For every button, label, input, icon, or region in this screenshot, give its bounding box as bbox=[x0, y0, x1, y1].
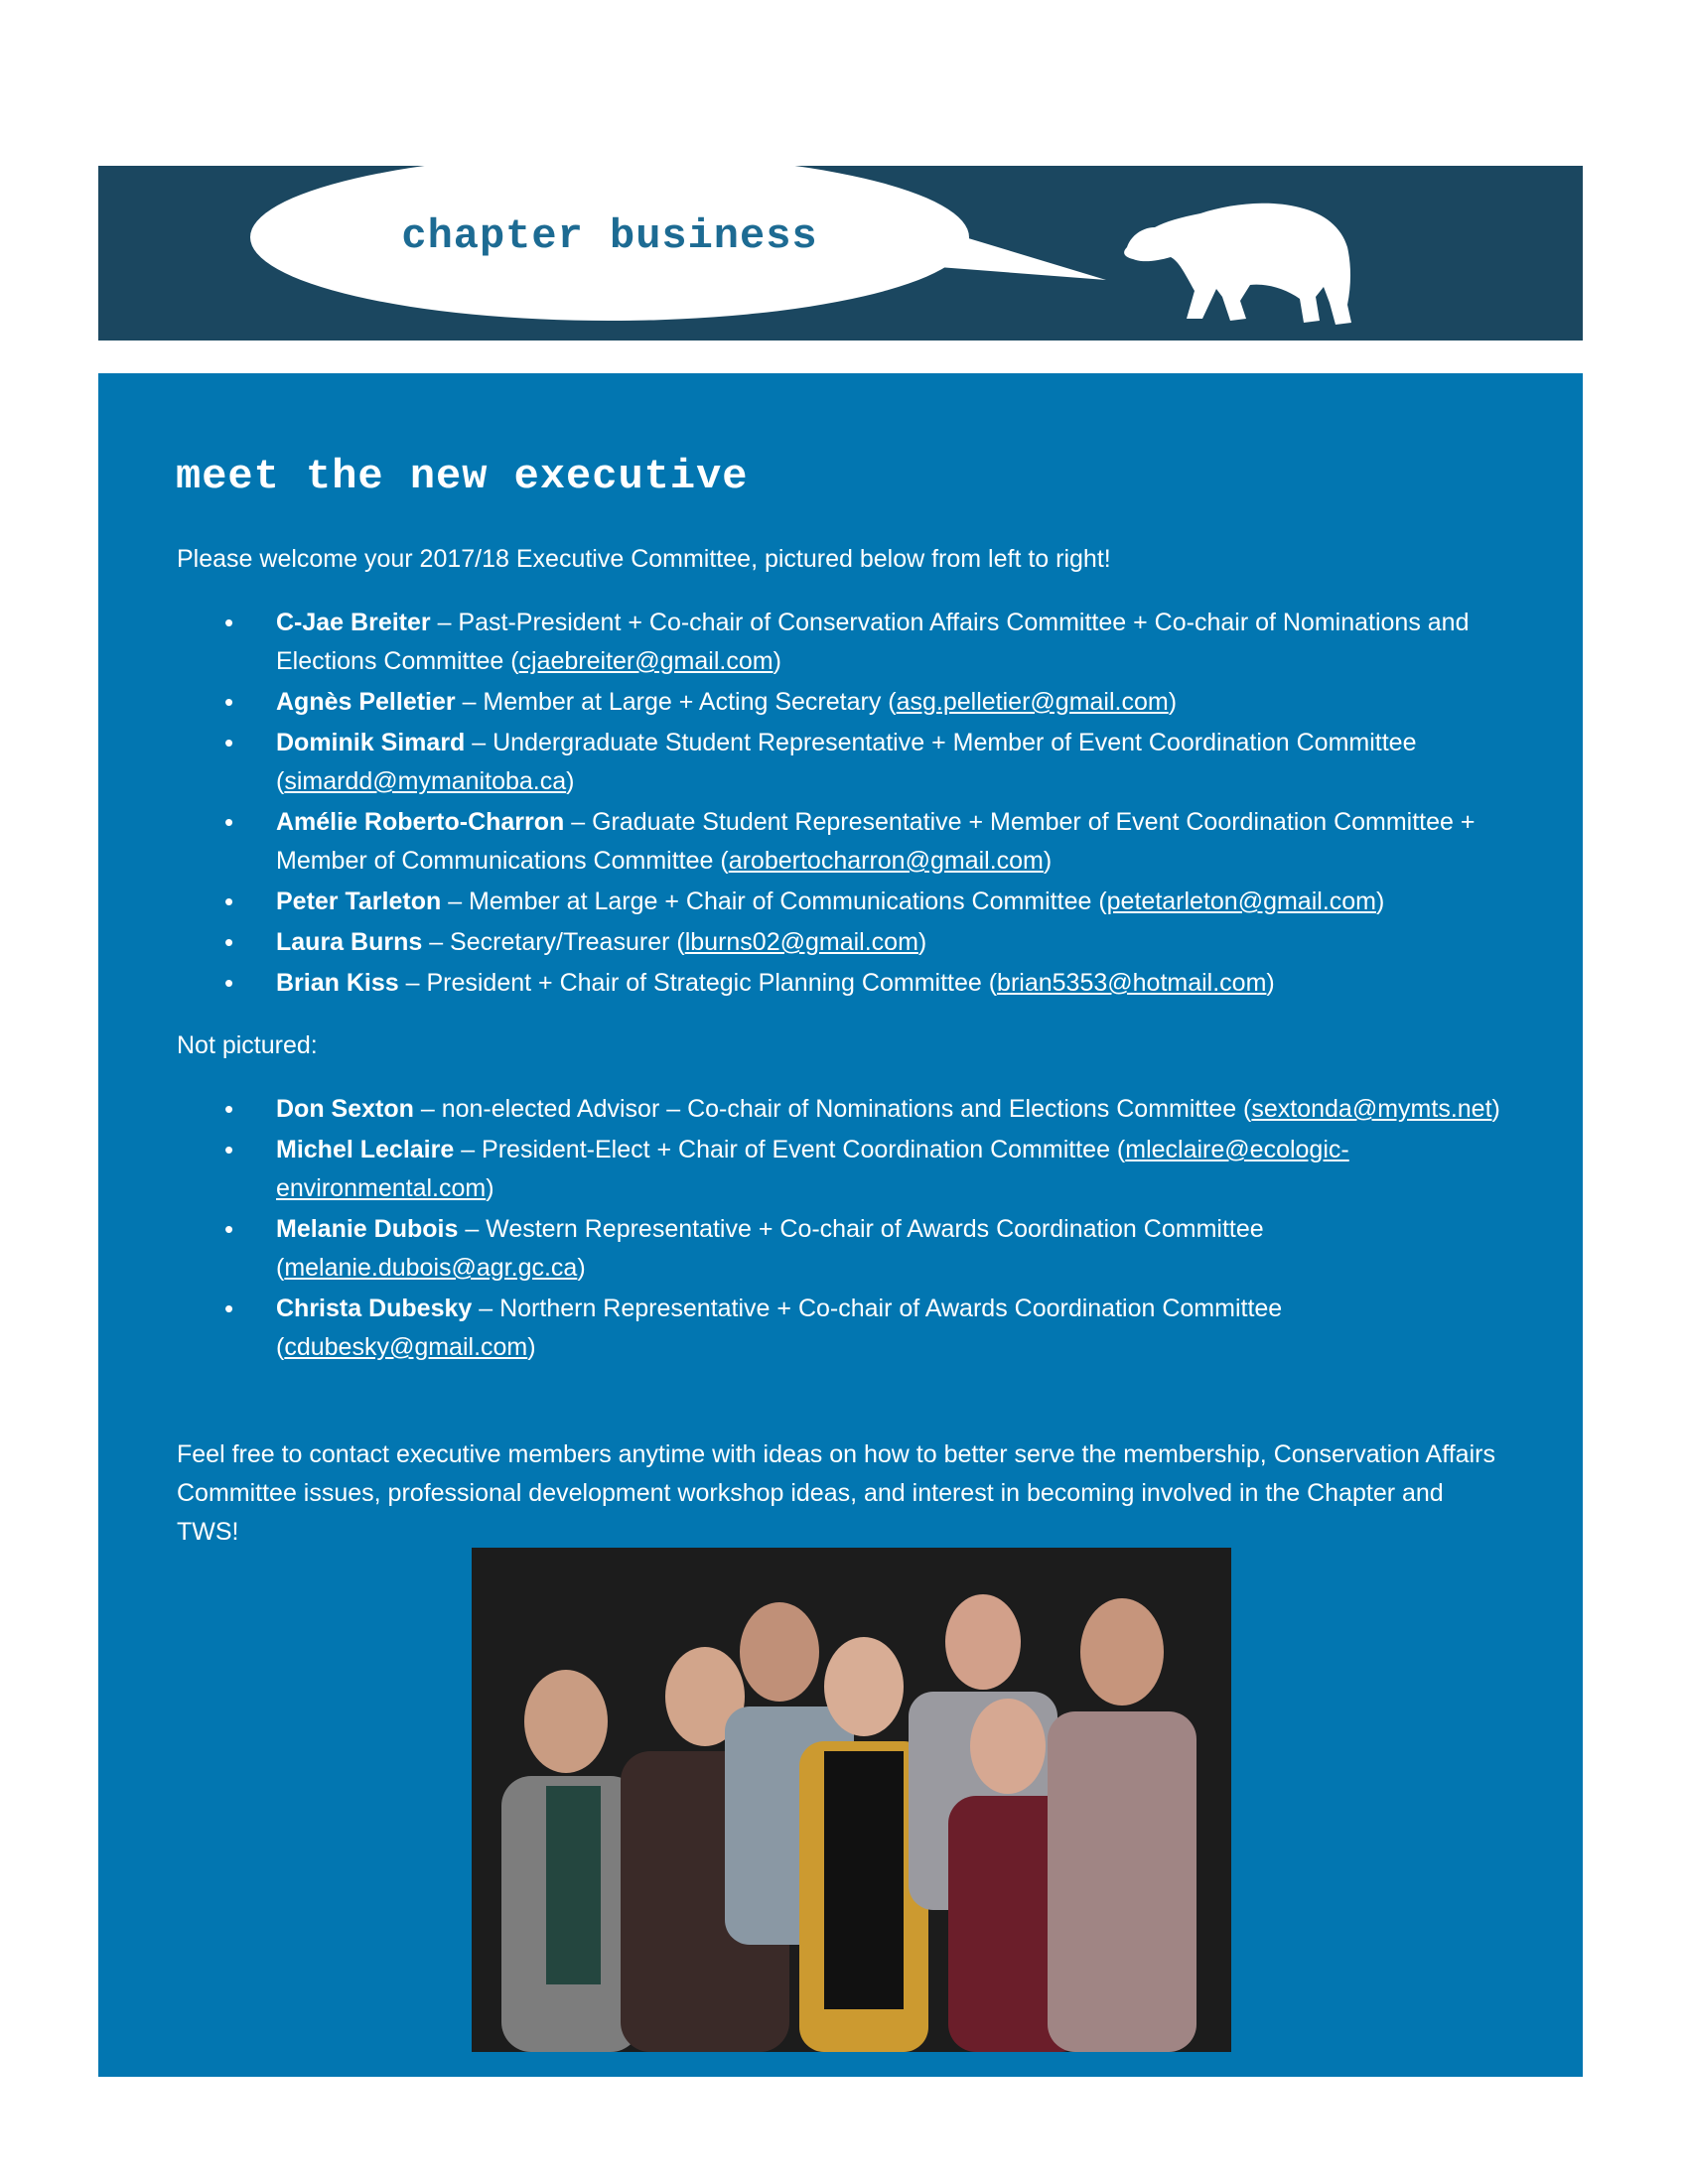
close-paren: ) bbox=[1376, 887, 1385, 915]
member-name: Don Sexton bbox=[276, 1095, 414, 1123]
executive-list-item bbox=[177, 964, 1517, 1003]
member-role: – Western Representative + Co-chair of Awards Coordination Committee ( bbox=[276, 1215, 1264, 1282]
not-pictured-label: Not pictured: bbox=[177, 1031, 318, 1059]
member-role: – Past-President + Co-chair of Conservation Affairs Committee + Co-chair of Nominations and Elections Committee ( bbox=[276, 609, 1470, 675]
member-role: – President + Chair of Strategic Planning Committee ( bbox=[398, 969, 998, 997]
member-name: Agnès Pelletier bbox=[276, 688, 456, 716]
bullet-icon: • bbox=[224, 1294, 234, 1323]
member-email-link[interactable]: brian5353@hotmail.com bbox=[997, 969, 1267, 997]
member-name: Dominik Simard bbox=[276, 729, 466, 756]
bullet-icon: • bbox=[224, 1135, 234, 1164]
member-email-link[interactable]: petetarleton@gmail.com bbox=[1106, 887, 1376, 915]
bullet-icon: • bbox=[224, 687, 234, 717]
intro-text: Please welcome your 2017/18 Executive Committee, pictured below from left to right! bbox=[177, 545, 1111, 573]
bullet-icon: • bbox=[224, 728, 234, 757]
member-email-link[interactable]: cdubesky@gmail.com bbox=[284, 1333, 528, 1361]
member-role: – Member at Large + Acting Secretary ( bbox=[455, 688, 897, 716]
closing-text: Feel free to contact executive members anytime with ideas on how to better serve the membership, Conservation Affairs Committee issues, professional development workshop ideas, and interest in becoming involved in the Chapter and TWS! bbox=[177, 1440, 1495, 1546]
executive-list-item bbox=[177, 724, 1517, 801]
executive-list-item bbox=[177, 1210, 1517, 1288]
header-title: chapter business bbox=[401, 212, 818, 260]
executive-list-item bbox=[177, 923, 1517, 962]
close-paren: ) bbox=[527, 1333, 536, 1361]
member-email-link[interactable]: arobertocharron@gmail.com bbox=[728, 847, 1044, 875]
pictured-executive-list bbox=[177, 604, 1517, 1005]
close-paren: ) bbox=[1491, 1095, 1500, 1123]
close-paren: ) bbox=[566, 767, 575, 795]
member-name: Michel Leclaire bbox=[276, 1136, 455, 1163]
bullet-icon: • bbox=[224, 608, 234, 637]
close-paren: ) bbox=[486, 1174, 494, 1202]
bullet-icon: • bbox=[224, 807, 234, 837]
member-name: Brian Kiss bbox=[276, 969, 399, 997]
member-role: – non-elected Advisor – Co-chair of Nominations and Elections Committee ( bbox=[413, 1095, 1252, 1123]
member-role: – Graduate Student Representative + Member of Event Coordination Committee + Member of Communications Committee ( bbox=[276, 808, 1476, 875]
executive-list-item bbox=[177, 1290, 1517, 1367]
executive-list-item bbox=[177, 1131, 1517, 1208]
close-paren: ) bbox=[1168, 688, 1178, 716]
executive-list-item bbox=[177, 683, 1517, 722]
member-email-link[interactable]: lburns02@gmail.com bbox=[684, 928, 918, 956]
close-paren: ) bbox=[1266, 969, 1275, 997]
member-role: – Undergraduate Student Representative + Member of Event Coordination Committee ( bbox=[276, 729, 1417, 795]
member-role: – Secretary/Treasurer ( bbox=[422, 928, 685, 956]
polar-bear-icon bbox=[1124, 204, 1351, 325]
member-role: – President-Elect + Chair of Event Coordination Committee ( bbox=[454, 1136, 1126, 1163]
member-email-link[interactable]: cjaebreiter@gmail.com bbox=[518, 647, 774, 675]
member-name: Peter Tarleton bbox=[276, 887, 442, 915]
section-title: meet the new executive bbox=[176, 453, 749, 500]
bullet-icon: • bbox=[224, 927, 234, 957]
not-pictured-executive-list bbox=[177, 1090, 1517, 1369]
member-email-link[interactable]: sextonda@mymts.net bbox=[1251, 1095, 1492, 1123]
content-panel bbox=[98, 373, 1583, 2077]
member-name: C-Jae Breiter bbox=[276, 609, 431, 636]
close-paren: ) bbox=[773, 647, 781, 675]
bullet-icon: • bbox=[224, 968, 234, 998]
member-role: – Member at Large + Chair of Communications Committee ( bbox=[441, 887, 1107, 915]
header-banner bbox=[98, 166, 1583, 341]
close-paren: ) bbox=[917, 928, 927, 956]
member-name: Christa Dubesky bbox=[276, 1295, 473, 1322]
bullet-icon: • bbox=[224, 1214, 234, 1244]
member-email-link[interactable]: melanie.dubois@agr.gc.ca bbox=[284, 1254, 578, 1282]
bullet-icon: • bbox=[224, 887, 234, 916]
member-name: Amélie Roberto-Charron bbox=[276, 808, 565, 836]
executive-list-item bbox=[177, 1090, 1517, 1129]
executive-list-item bbox=[177, 883, 1517, 921]
member-email-link[interactable]: asg.pelletier@gmail.com bbox=[896, 688, 1169, 716]
speech-bubble bbox=[98, 166, 1583, 341]
member-email-link[interactable]: simardd@mymanitoba.ca bbox=[284, 767, 567, 795]
close-paren: ) bbox=[577, 1254, 586, 1282]
member-role: – Northern Representative + Co-chair of Awards Coordination Committee ( bbox=[276, 1295, 1283, 1361]
close-paren: ) bbox=[1043, 847, 1053, 875]
executive-list-item bbox=[177, 604, 1517, 681]
bullet-icon: • bbox=[224, 1094, 234, 1124]
group-photo bbox=[472, 1548, 1231, 2052]
member-name: Laura Burns bbox=[276, 928, 423, 956]
executive-list-item bbox=[177, 803, 1517, 881]
member-email-link[interactable]: mleclaire@ecologic-environmental.com bbox=[276, 1136, 1349, 1202]
member-name: Melanie Dubois bbox=[276, 1215, 459, 1243]
